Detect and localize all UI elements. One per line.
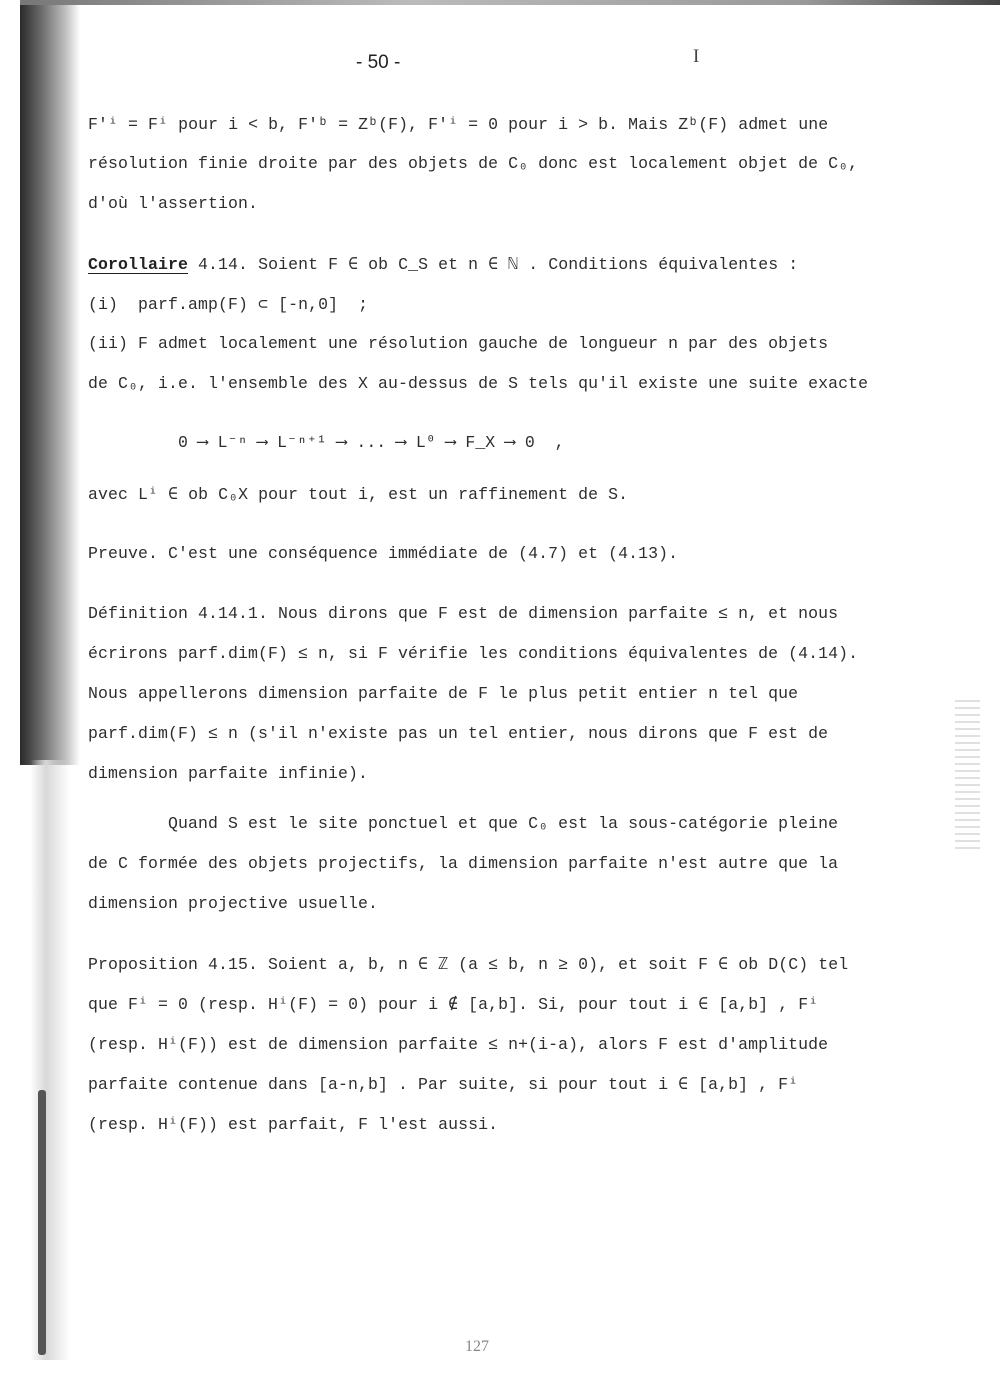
proposition-line: (resp. Hⁱ(F)) est de dimension parfaite ≤ n+(i-a), alors F est d'amplitude: [88, 1035, 829, 1054]
definition-line: Nous appellerons dimension parfaite de F le plus petit entier n tel que: [88, 684, 799, 703]
text-line: résolution finie droite par des objets de C₀ donc est localement objet de C₀,: [88, 154, 859, 173]
definition-line: dimension parfaite infinie).: [88, 764, 369, 783]
remark-line: de C formée des objets projectifs, la dimension parfaite n'est autre que la: [88, 854, 839, 873]
text-line: de C₀, i.e. l'ensemble des X au-dessus de S tels qu'il existe une suite exacte: [88, 374, 869, 393]
scan-left-shadow: [20, 5, 80, 765]
scan-binding-mark: [38, 1090, 46, 1355]
condition-ii: (ii) F admet localement une résolution gauche de longueur n par des objets: [88, 334, 829, 353]
folio-number: 127: [465, 1338, 489, 1355]
text-line: avec Lⁱ ∈ ob C₀X pour tout i, est un raffinement de S.: [88, 485, 629, 504]
text-line: F'ⁱ = Fⁱ pour i < b, F'ᵇ = Zᵇ(F), F'ⁱ = 0 pour i > b. Mais Zᵇ(F) admet une: [88, 115, 829, 134]
corollary-heading: [88, 254, 798, 274]
corollary-label: Corollaire: [88, 255, 189, 274]
exact-sequence: 0 ⟶ L⁻ⁿ ⟶ L⁻ⁿ⁺¹ ⟶ ... ⟶ L⁰ ⟶ F_X ⟶ 0 ,: [178, 433, 565, 452]
proof-line: Preuve. C'est une conséquence immédiate de (4.7) et (4.13).: [88, 544, 679, 563]
definition-line: parf.dim(F) ≤ n (s'il n'existe pas un tel entier, nous dirons que F est de: [88, 724, 829, 743]
proposition-line: (resp. Hⁱ(F)) est parfait, F l'est aussi.: [88, 1115, 499, 1134]
scan-bleedthrough-marks: [955, 700, 980, 850]
proposition-line: Proposition 4.15. Soient a, b, n ∈ ℤ (a ≤ b, n ≥ 0), et soit F ∈ ob D(C) tel: [88, 955, 849, 974]
scan-left-shadow-lower: [30, 760, 70, 1360]
scan-top-edge: [20, 0, 1000, 5]
condition-i: (i) parf.amp(F) ⊂ [-n,0] ;: [88, 295, 369, 314]
definition-line: Définition 4.14.1. Nous dirons que F est de dimension parfaite ≤ n, et nous: [88, 604, 839, 623]
chapter-mark: I: [693, 46, 700, 67]
corollary-number: 4.14.: [198, 255, 249, 274]
definition-line: écrirons parf.dim(F) ≤ n, si F vérifie les conditions équivalentes de (4.14).: [88, 644, 859, 663]
remark-line: Quand S est le site ponctuel et que C₀ est la sous-catégorie pleine: [88, 814, 839, 833]
remark-line: dimension projective usuelle.: [88, 894, 379, 913]
page-number: - 50 -: [356, 52, 401, 73]
text-line: d'où l'assertion.: [88, 194, 259, 213]
proposition-line: que Fⁱ = 0 (resp. Hⁱ(F) = 0) pour i ∉ [a,b]. Si, pour tout i ∈ [a,b] , Fⁱ: [88, 995, 819, 1014]
proposition-line: parfaite contenue dans [a-n,b] . Par suite, si pour tout i ∈ [a,b] , Fⁱ: [88, 1075, 799, 1094]
corollary-statement: Soient F ∈ ob C_S et n ∈ ℕ . Conditions équivalentes :: [258, 255, 799, 274]
